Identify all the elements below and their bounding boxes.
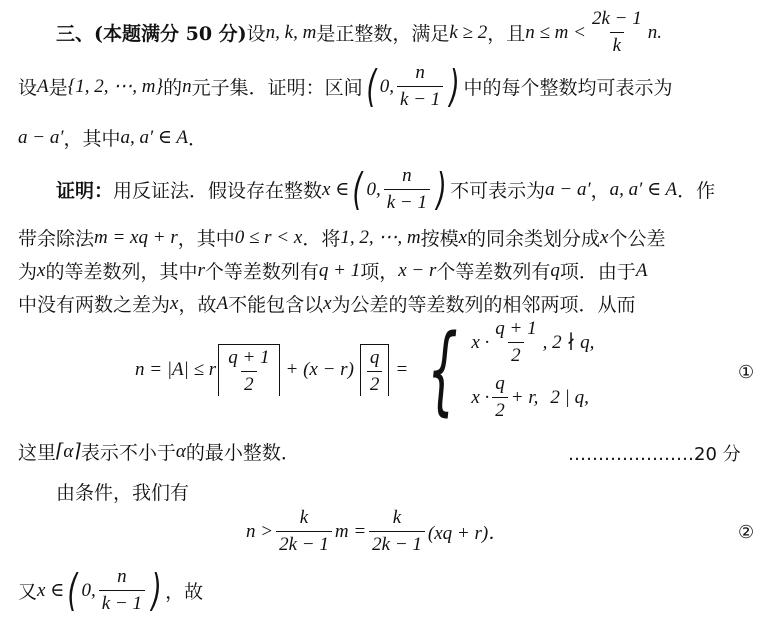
fraction-denominator: 2k − 1	[369, 531, 425, 556]
fraction-denominator: 2	[241, 371, 257, 396]
fraction	[492, 373, 508, 422]
interval-left: 0,	[81, 579, 96, 601]
math: x	[458, 226, 468, 248]
interval: ( 0, $\frac{n}{k - 1}$ )	[366, 60, 461, 112]
text: 的同余类划分成	[467, 228, 601, 250]
math: x	[170, 292, 179, 314]
text: 个等差数列有	[436, 261, 551, 283]
math: A	[635, 259, 648, 281]
equation-tag-1: ①	[738, 362, 755, 383]
text: 设	[246, 23, 266, 45]
math: n, k, m	[265, 21, 317, 43]
problem-line-1	[56, 8, 662, 57]
proof-line-1	[56, 165, 715, 214]
text: ．作	[677, 180, 716, 202]
math: n = |A| ≤ r	[135, 359, 217, 380]
fraction	[276, 507, 332, 556]
fraction-denominator: 2	[367, 371, 383, 396]
math: a − a′	[545, 178, 591, 200]
equation-1	[135, 314, 595, 426]
fraction-denominator: k − 1	[397, 86, 443, 111]
fraction	[367, 347, 383, 396]
math: n >	[246, 520, 274, 542]
fraction-numerator: 2k − 1	[591, 8, 642, 29]
math: x ·	[471, 386, 490, 408]
math: x	[323, 292, 332, 314]
text: 为	[18, 261, 38, 283]
fraction	[369, 507, 425, 556]
proof-line-6	[56, 478, 189, 505]
math: m =	[334, 520, 367, 542]
text: 的最小整数．	[185, 442, 300, 464]
math: a, a′ ∈ A	[609, 179, 678, 200]
text: 为公差的等差数列的相邻两项．从而	[331, 294, 636, 316]
math: , 2 ∤ q,	[542, 332, 595, 353]
fraction	[99, 566, 145, 615]
text: ，故	[165, 581, 204, 603]
proof-line-4	[18, 290, 636, 317]
math: x ∈	[322, 179, 350, 200]
fraction-numerator: q + 1	[495, 318, 537, 339]
text: 中没有两数之差为	[18, 294, 171, 316]
math: n.	[647, 21, 662, 43]
text: 个公差	[608, 228, 666, 250]
text: 按模	[420, 228, 459, 250]
text: 表示不小于	[80, 442, 176, 464]
math: q + 1	[318, 259, 361, 281]
fraction-numerator: n	[402, 165, 412, 186]
text: 的等差数列，其中	[45, 261, 198, 283]
text: ，	[590, 180, 610, 202]
math: n	[182, 75, 192, 97]
math: A	[216, 292, 229, 314]
fraction-numerator: q	[495, 373, 505, 394]
text: ．	[187, 128, 207, 150]
text: ，故	[178, 294, 217, 316]
score-marker: …………………20 分	[568, 444, 741, 465]
math: A	[37, 75, 49, 97]
problem-number: 三、(本题满分 50 分)	[56, 23, 247, 45]
math: x ·	[471, 331, 490, 353]
fraction	[589, 8, 645, 57]
text: 中的每个整数均可表示为	[463, 77, 673, 99]
text: 又	[18, 581, 38, 603]
text: 的	[163, 77, 183, 99]
math: 2 | q,	[550, 386, 589, 408]
proof-line-3	[18, 257, 648, 284]
fraction	[397, 62, 443, 111]
fraction-denominator: 2	[492, 397, 508, 422]
equation-2	[246, 507, 507, 556]
case-row	[471, 373, 594, 422]
math: a, a′ ∈ A	[120, 127, 188, 148]
math: r	[197, 259, 205, 281]
interval: ( 0, $\frac{n}{k - 1}$ )	[352, 163, 447, 215]
math: {1, 2, ⋯, m}	[67, 76, 164, 97]
fraction-denominator: k − 1	[99, 590, 145, 615]
math: q	[550, 259, 560, 281]
interval: ( 0, $\frac{n}{k - 1}$ )	[67, 564, 162, 616]
proof-line-7	[18, 566, 203, 615]
text: 这里	[18, 442, 57, 464]
fraction-numerator: n	[415, 62, 425, 83]
math: x − r	[398, 259, 437, 281]
text: 是正整数，满足	[316, 23, 450, 45]
math: + r,	[510, 386, 539, 408]
math: x	[600, 226, 609, 248]
cases: { x · $\frac{q + 1}{2}$ , 2 ∤ q, x · $\frac{q}{2}$ + r, 2 | q,	[427, 314, 595, 426]
text: ，且	[487, 23, 526, 45]
fraction-denominator: 2k − 1	[276, 531, 332, 556]
fraction	[225, 347, 272, 396]
interval-left: 0,	[366, 178, 381, 200]
math: k ≥ 2	[449, 21, 488, 43]
math: m = xq + r	[94, 226, 178, 248]
text: 用反证法．假设存在整数	[113, 180, 323, 202]
fraction	[492, 318, 539, 367]
proof-line-2	[18, 224, 665, 251]
math: (xq + r)．	[427, 523, 508, 544]
fraction-denominator: 2	[508, 342, 524, 367]
text: 元子集．证明：区间	[191, 77, 363, 99]
equation-tag-2: ②	[738, 522, 755, 543]
text: 设	[18, 77, 38, 99]
text: ，其中	[63, 128, 121, 150]
text: ，其中	[177, 228, 235, 250]
math: + (x − r)	[285, 359, 354, 380]
ceiling	[218, 344, 279, 396]
ceiling	[360, 344, 390, 396]
fraction-numerator: q	[369, 347, 380, 368]
text: 是	[48, 77, 68, 99]
fraction-denominator: k	[610, 32, 624, 57]
text: 项．由于	[559, 261, 636, 283]
text: 项，	[360, 261, 399, 283]
fraction-numerator: n	[117, 566, 127, 587]
fraction-denominator: k − 1	[384, 189, 430, 214]
text: 由条件，我们有	[56, 482, 190, 504]
text: ．将	[302, 228, 341, 250]
fraction-numerator: k	[299, 507, 309, 528]
math: α	[175, 440, 186, 462]
text: 不能包含以	[228, 294, 324, 316]
fraction	[384, 165, 430, 214]
proof-label: 证明：	[56, 180, 114, 202]
math: 0 ≤ r < x	[234, 226, 303, 248]
math: ⌈α⌉	[56, 441, 81, 462]
text: 个等差数列有	[204, 261, 319, 283]
math: x	[37, 259, 46, 281]
math: a − a′	[18, 126, 64, 148]
math: x ∈	[37, 580, 65, 601]
interval-left: 0,	[379, 75, 395, 97]
problem-line-3	[18, 124, 207, 151]
math: =	[395, 359, 409, 380]
math: n ≤ m <	[525, 21, 586, 43]
case-row	[471, 318, 594, 367]
text: 不可表示为	[450, 180, 546, 202]
fraction-numerator: k	[392, 507, 402, 528]
math: 1, 2, ⋯, m	[340, 227, 421, 248]
problem-line-2	[18, 62, 672, 111]
text: 带余除法	[18, 228, 95, 250]
proof-line-5	[18, 438, 300, 465]
fraction-numerator: q + 1	[228, 347, 270, 368]
